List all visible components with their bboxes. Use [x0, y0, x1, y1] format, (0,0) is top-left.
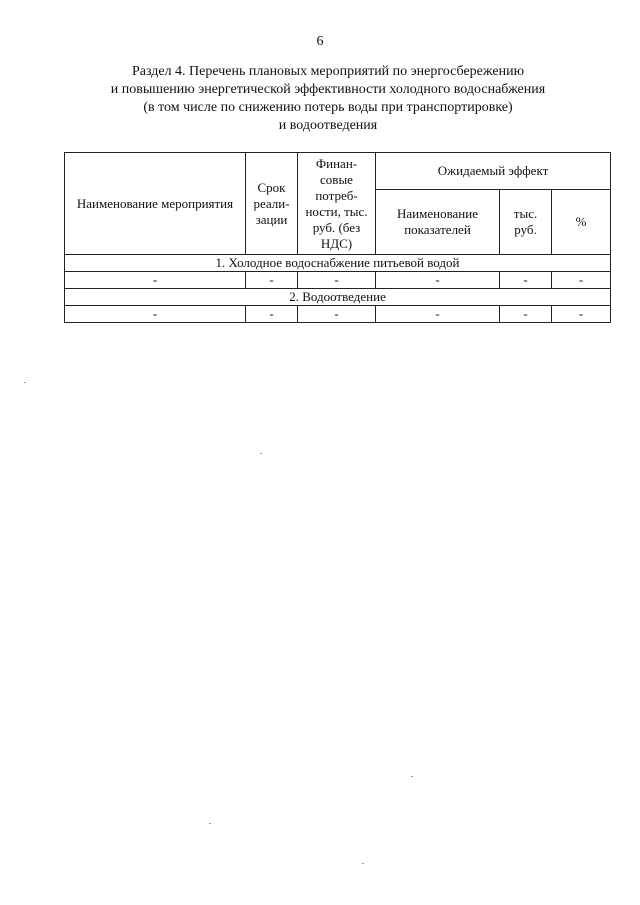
title-line-4: и водоотведения — [278, 118, 378, 133]
scan-speck — [260, 453, 262, 454]
scan-speck — [209, 823, 211, 824]
table-cell: - — [246, 272, 298, 289]
header-percent: % — [552, 190, 611, 255]
section-wastewater-title: 2. Водоотведение — [65, 289, 611, 306]
table-cell: - — [500, 306, 552, 323]
header-expected-effect: Ожидаемый эффект — [376, 153, 611, 190]
table-cell: - — [376, 306, 500, 323]
header-term: Срок реали-зации — [246, 153, 298, 255]
title-line-1: Раздел 4. Перечень плановых мероприятий по энергосбережению — [131, 64, 525, 79]
measures-table — [64, 152, 611, 323]
table-cell: - — [376, 272, 500, 289]
table-cell: - — [552, 272, 611, 289]
title-line-2: и повышению энергетической эффективности холодного водоснабжения — [110, 82, 546, 97]
scan-speck — [24, 382, 26, 383]
table-cell: - — [246, 306, 298, 323]
section-cold-water-title: 1. Холодное водоснабжение питьевой водой — [65, 255, 611, 272]
table-row — [65, 306, 611, 323]
header-thousand-rub: тыс. руб. — [500, 190, 552, 255]
title-line-3: (в том числе по снижению потерь воды при транспортировке) — [143, 100, 513, 115]
table-cell: - — [500, 272, 552, 289]
table-cell: - — [298, 272, 376, 289]
section-title — [40, 63, 616, 135]
table-cell: - — [552, 306, 611, 323]
table-cell: - — [298, 306, 376, 323]
table-cell: - — [65, 272, 246, 289]
table-cell: - — [65, 306, 246, 323]
page-number: 6 — [316, 34, 324, 49]
header-activity-name: Наименование мероприятия — [65, 153, 246, 255]
table-row — [65, 272, 611, 289]
scan-speck — [411, 776, 413, 777]
header-finance: Финан-совые потреб-ности, тыс. руб. (без НДС) — [298, 153, 376, 255]
header-indicator-name: Наименование показателей — [376, 190, 500, 255]
scan-speck — [362, 863, 364, 864]
